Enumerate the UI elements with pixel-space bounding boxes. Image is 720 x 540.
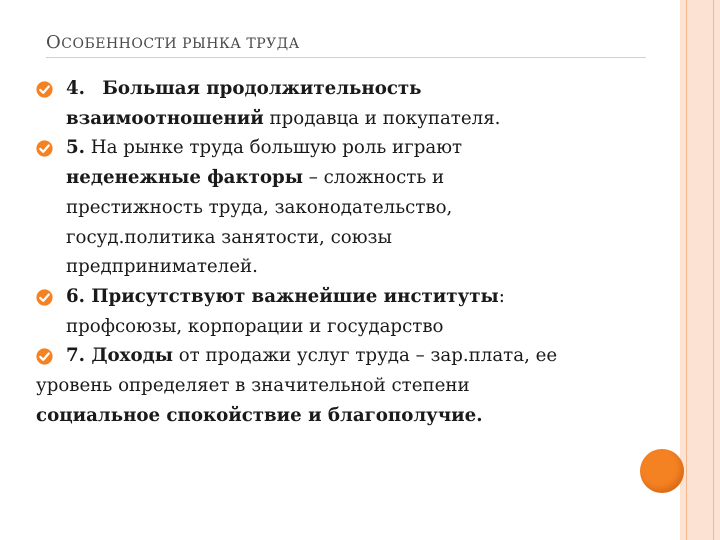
item-text: предпринимателей. bbox=[66, 256, 258, 278]
title-rest: СОБЕННОСТИ РЫНКА ТРУДА bbox=[61, 36, 300, 52]
border-line bbox=[713, 0, 714, 540]
checkmark-bullet-icon bbox=[36, 81, 53, 98]
item-bold-text: 7. Доходы bbox=[66, 345, 173, 367]
decorative-side-border bbox=[680, 0, 720, 540]
item-text: от продажи услуг труда – зар.плата, ее bbox=[172, 345, 558, 367]
item-bold-text: социальное спокойствие и благополучие. bbox=[36, 404, 483, 426]
checkmark-bullet-icon bbox=[36, 348, 53, 365]
item-text: уровень определяет в значительной степени bbox=[36, 375, 470, 397]
item-bold-text: неденежные факторы bbox=[66, 167, 303, 189]
title-initial: О bbox=[46, 32, 62, 53]
item-number: 4. bbox=[66, 78, 85, 99]
checkmark-bullet-icon bbox=[36, 140, 53, 157]
item-text: : bbox=[498, 285, 505, 307]
list-item-4 bbox=[36, 74, 666, 133]
slide-title bbox=[46, 32, 300, 53]
item-bold-text: 6. Присутствуют важнейшие институты bbox=[66, 285, 499, 307]
bullet-list bbox=[36, 74, 666, 430]
title-divider bbox=[46, 57, 646, 58]
item-text: профсоюзы, корпорации и государство bbox=[66, 315, 444, 337]
item-number: 5. bbox=[66, 137, 85, 159]
item-text: – сложность и bbox=[302, 167, 445, 189]
item-text: госуд.политика занятости, союзы bbox=[66, 226, 392, 248]
list-item-7 bbox=[36, 341, 666, 430]
border-line bbox=[686, 0, 687, 540]
item-text: На рынке труда большую роль играют bbox=[85, 137, 463, 159]
list-item-6 bbox=[36, 282, 666, 341]
item-text: престижность труда, законодательство, bbox=[66, 196, 453, 218]
item-bold-text: Большая продолжительность bbox=[102, 78, 422, 99]
decorative-orange-circle bbox=[640, 449, 684, 493]
item-bold-text: взаимоотношений bbox=[66, 107, 264, 129]
item-text: продавца и покупателя. bbox=[263, 107, 501, 129]
list-item-5 bbox=[36, 133, 666, 282]
checkmark-bullet-icon bbox=[36, 289, 53, 306]
